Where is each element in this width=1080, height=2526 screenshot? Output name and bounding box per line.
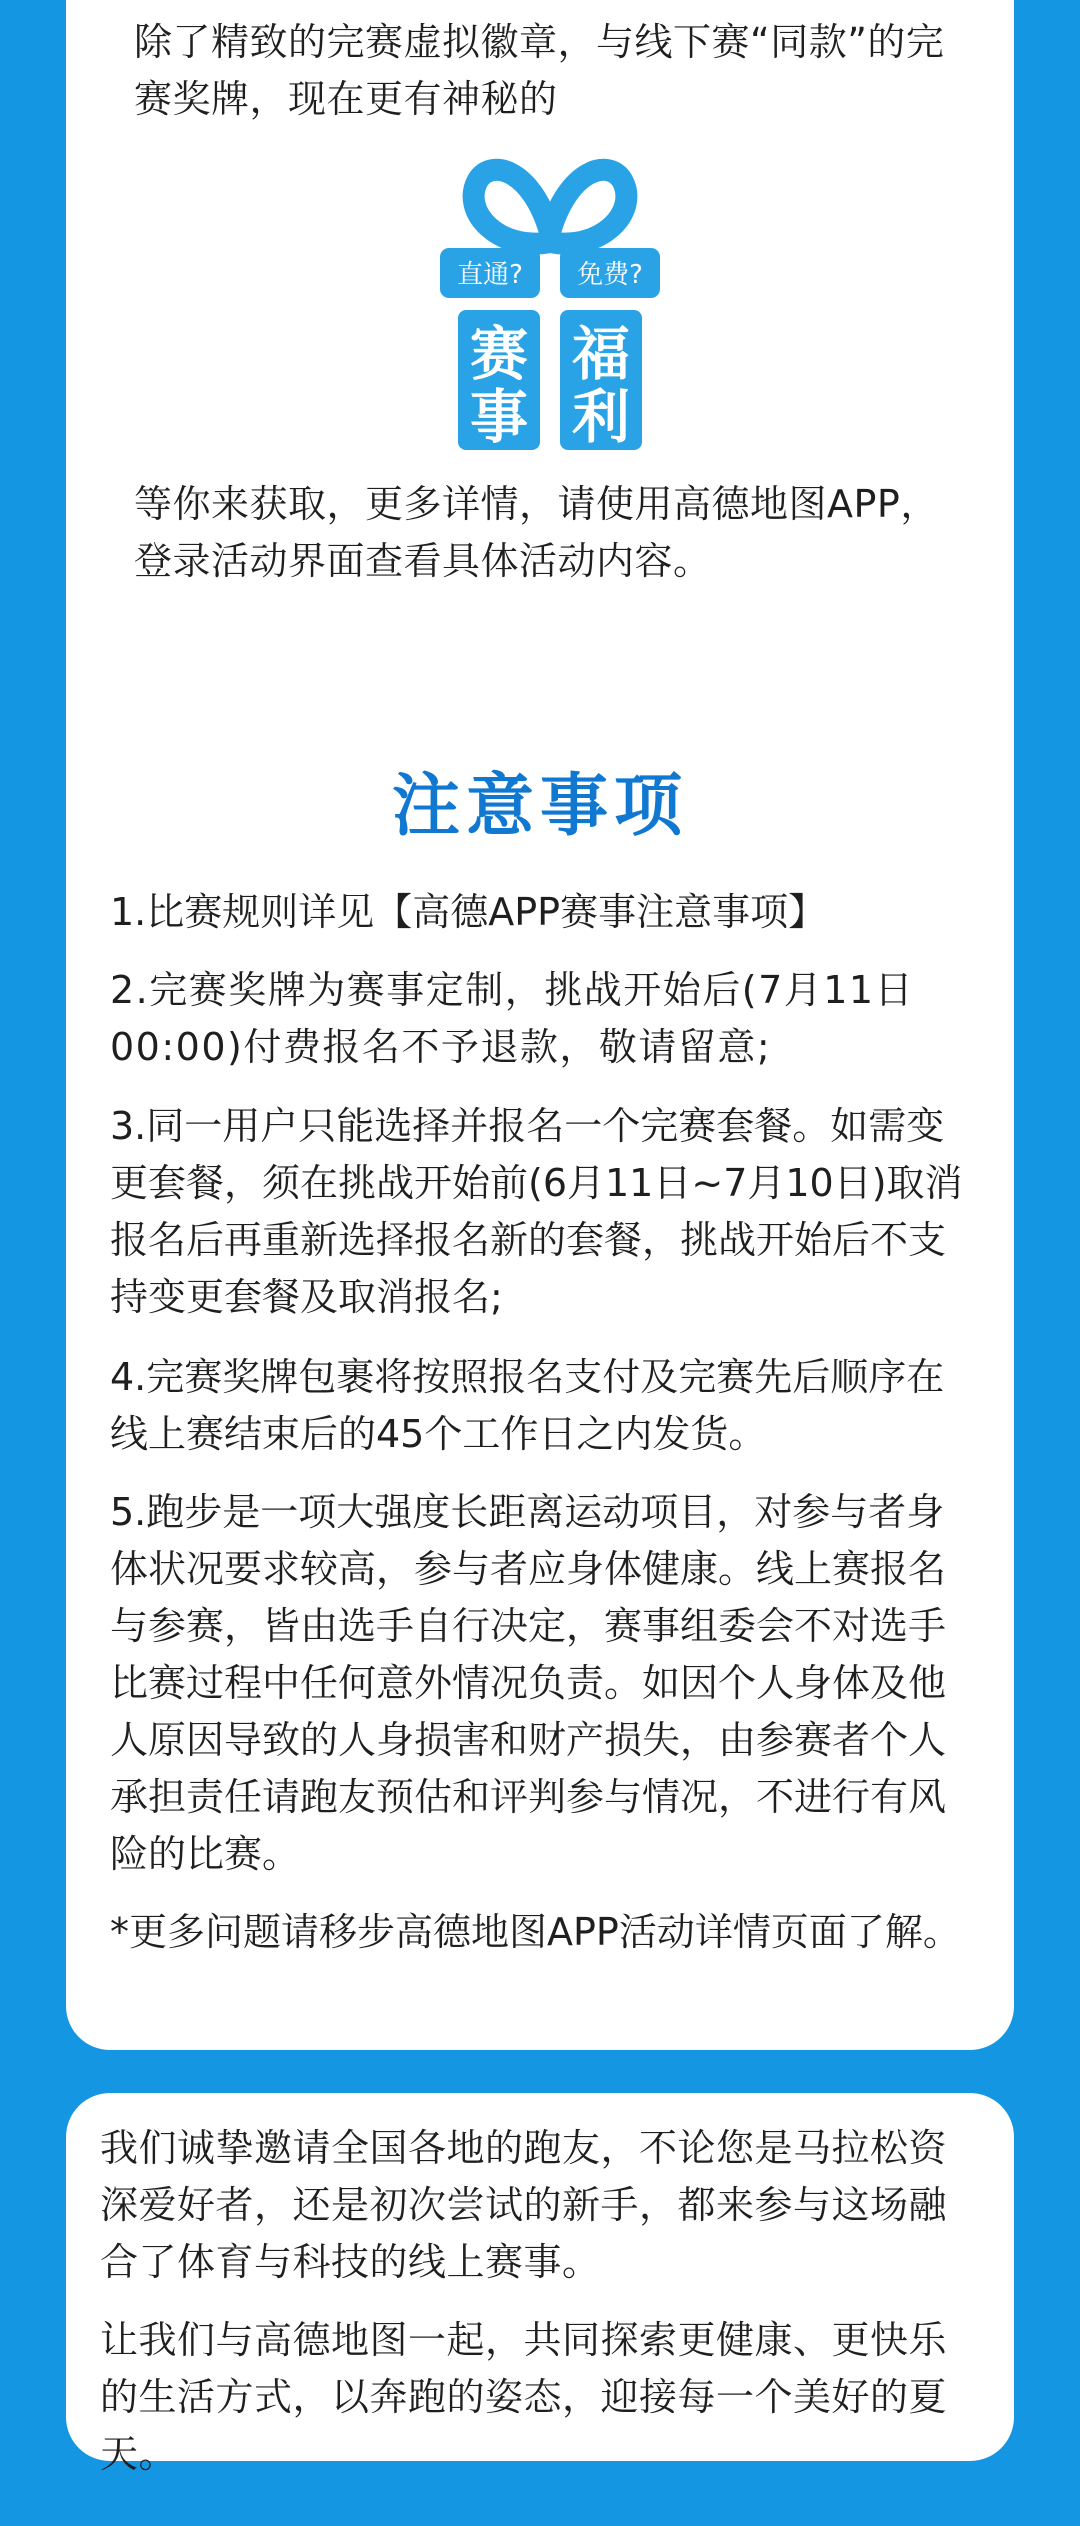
intro-text-1: 除了精致的完赛虚拟徽章，与线下赛“同款”的完赛奖牌，现在更有神秘的 (134, 20, 945, 121)
notice-item-2: 2.完赛奖牌为赛事定制，挑战开始后(7月11日00:00)付费报名不予退款，敬请留意; (110, 968, 915, 1069)
gift-icon (440, 152, 660, 452)
gift-right-char-1: 福 (571, 320, 631, 388)
notice-item-5: 5.跑步是一项大强度长距离运动项目，对参与者身体状况要求较高，参与者应身体健康。线上赛报名与参赛，皆由选手自行决定，赛事组委会不对选手比赛过程中任何意外情况负责。如因个人身体及他人原因导致的人身损害和财产损失，由参赛者个人承担责任请跑友预估和评判参与情况，不进行有风险的比赛。 (110, 1490, 947, 1876)
notice-title: 注意事项 (391, 767, 688, 846)
notice-item-1: 1.比赛规则详见【高德APP赛事注意事项】 (110, 890, 827, 934)
gift-right-char-2: 利 (571, 383, 631, 451)
notice-item-6: *更多问题请移步高德地图APP活动详情页面了解。 (110, 1910, 961, 1954)
notice-item-4: 4.完赛奖牌包裹将按照报名支付及完赛先后顺序在线上赛结束后的45个工作日之内发货。 (110, 1355, 945, 1456)
gift-right-tag: 免费? (577, 260, 643, 290)
intro-text-2: 等你来获取，更多详情，请使用高德地图APP，登录活动界面查看具体活动内容。 (134, 482, 939, 583)
invitation-text-1: 我们诚挚邀请全国各地的跑友，不论您是马拉松资深爱好者，还是初次尝试的新手，都来参与这场融合了体育与科技的线上赛事。 (100, 2126, 948, 2284)
invitation-text-2: 让我们与高德地图一起，共同探索更健康、更快乐的生活方式，以奔跑的姿态，迎接每一个美好的夏天。 (100, 2318, 948, 2476)
gift-left-char-2: 事 (469, 383, 529, 451)
notice-item-3: 3.同一用户只能选择并报名一个完赛套餐。如需变更套餐，须在挑战开始前(6月11日~7月10日)取消报名后再重新选择报名新的套餐，挑战开始后不支持变更套餐及取消报名; (110, 1104, 963, 1319)
gift-left-char-1: 赛 (469, 320, 529, 388)
gift-left-tag: 直通? (457, 260, 523, 290)
